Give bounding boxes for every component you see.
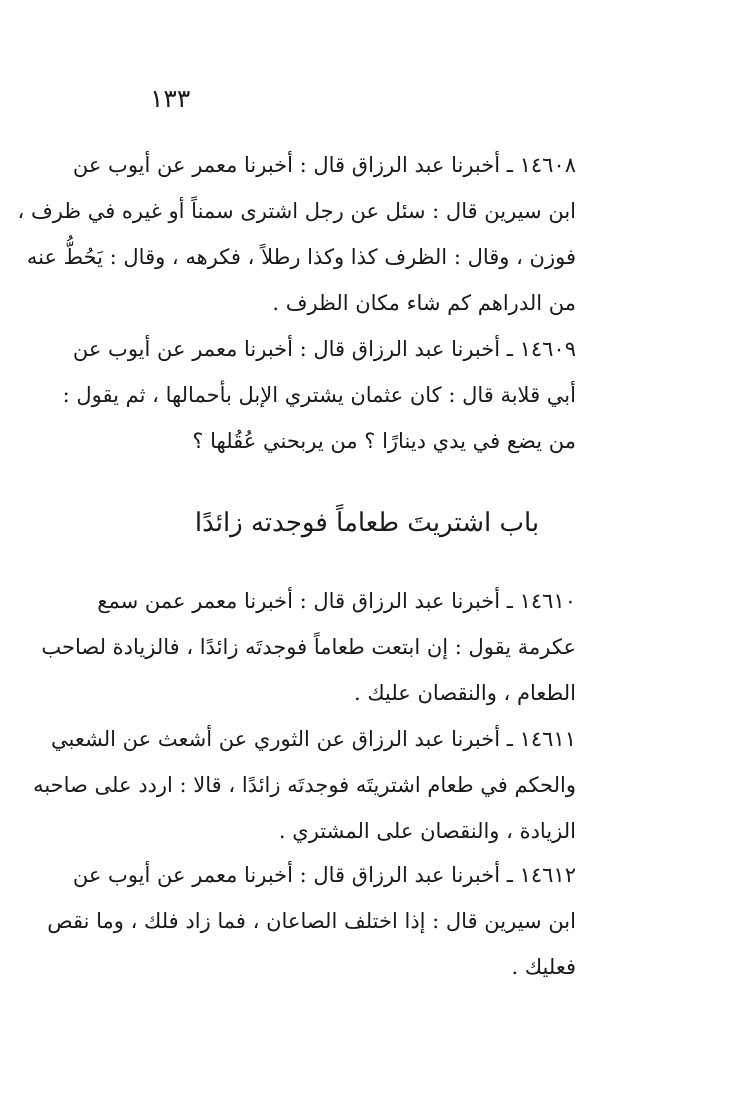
text-line: ابن سيرين قال : إذا اختلف الصاعان ، فما زاد فلك ، وما نقص	[47, 909, 576, 933]
text-line: ١٤٦١٢ ـ أخبرنا عبد الرزاق قال : أخبرنا معمر عن أيوب عن	[72, 863, 576, 887]
text-line: والحكم في طعام اشتريتَه فوجدتَه زائدًا ، قالا : اردد على صاحبه	[33, 773, 576, 797]
hadith-14609	[62, 326, 576, 464]
text-line: ١٤٦١٠ ـ أخبرنا عبد الرزاق قال : أخبرنا معمر عمن سمع	[97, 589, 576, 613]
text-line: فعليك .	[511, 955, 576, 979]
hadith-14612	[47, 852, 576, 990]
text-line: أبي قلابة قال : كان عثمان يشتري الإبل بأحمالها ، ثم يقول :	[62, 383, 576, 407]
text-line: من الدراهم كم شاء مكان الظرف .	[272, 291, 576, 315]
text-line: عكرمة يقول : إن ابتعت طعاماً فوجدتَه زائدًا ، فالزيادة لصاحب	[41, 635, 576, 659]
text-line: من يضع في يدي دينارًا ؟ من يربحني عُقُلها ؟	[192, 429, 576, 453]
text-line: الطعام ، والنقصان عليك .	[353, 681, 576, 705]
chapter-title: باب اشتريتَ طعاماً فوجدته زائدًا	[194, 508, 540, 538]
text-line: ١٤٦١١ ـ أخبرنا عبد الرزاق عن الثوري عن أشعث عن الشعبي	[51, 727, 576, 751]
text-line: ابن سيرين قال : سئل عن رجل اشترى سمناً أو غيره في ظرف ،	[17, 199, 576, 223]
text-line: ١٤٦٠٩ ـ أخبرنا عبد الرزاق قال : أخبرنا معمر عن أيوب عن	[72, 337, 576, 361]
text-line: فوزن ، وقال : الظرف كذا وكذا رطلاً ، فكرهه ، وقال : يَحُطُّ عنه	[26, 245, 576, 269]
text-line: ١٤٦٠٨ ـ أخبرنا عبد الرزاق قال : أخبرنا معمر عن أيوب عن	[72, 153, 576, 177]
text-line: الزيادة ، والنقصان على المشتري .	[278, 819, 576, 843]
hadith-14608	[17, 142, 576, 326]
hadith-14610	[41, 578, 576, 716]
hadith-14611	[33, 716, 576, 854]
page-number: ١٣٣	[150, 84, 191, 113]
